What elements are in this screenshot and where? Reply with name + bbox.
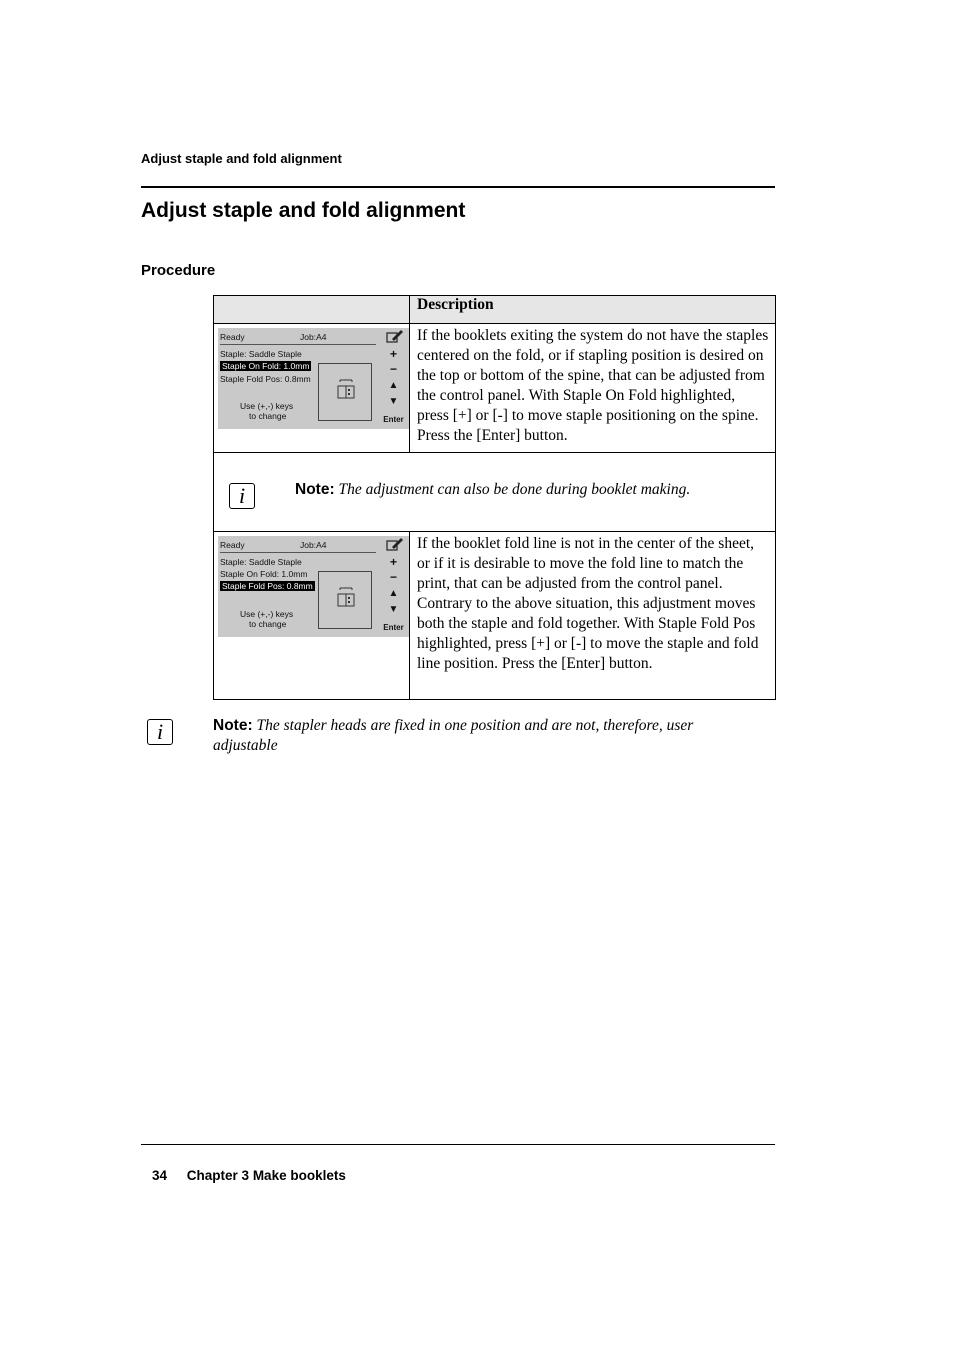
- up-arrow-icon: ▲: [388, 380, 399, 391]
- note-text: The stapler heads are fixed in one position and are not, therefore, user adjustable: [213, 717, 694, 754]
- lcd-divider: [220, 344, 376, 345]
- footer: [152, 1168, 346, 1183]
- lcd-hint-2: to change: [249, 411, 287, 421]
- booklet-staple-icon: [319, 572, 373, 630]
- page-number: 34: [152, 1168, 168, 1183]
- pencil-icon: [386, 329, 404, 343]
- chapter-title: Chapter 3 Make booklets: [186, 1168, 346, 1183]
- booklet-diagram: [318, 571, 372, 629]
- table-header-row: [214, 296, 776, 324]
- up-arrow-icon: ▲: [388, 588, 399, 599]
- table-row: [214, 324, 776, 453]
- col-header-description: Description: [410, 296, 776, 324]
- lcd-line-staple-on-fold: Staple On Fold: 1.0mm: [220, 569, 308, 579]
- lcd-status: Ready: [220, 540, 245, 550]
- lcd-hint: Use (+,-) keys: [240, 609, 294, 619]
- running-header: Adjust staple and fold alignment: [141, 151, 342, 166]
- minus-key: −: [389, 362, 397, 376]
- info-icon: i: [229, 483, 255, 509]
- lcd-divider: [220, 552, 376, 553]
- booklet-diagram: [318, 363, 372, 421]
- bottom-note: [213, 716, 753, 756]
- control-panel-screenshot: [218, 328, 409, 429]
- note-label: Note:: [295, 481, 335, 498]
- lcd-hint-2: to change: [249, 619, 287, 629]
- lcd-line-staple-fold-pos: Staple Fold Pos: 0.8mm: [220, 374, 311, 384]
- down-arrow-icon: ▼: [388, 396, 399, 407]
- lcd-status: Ready: [220, 332, 245, 342]
- col-header-image: [214, 296, 410, 324]
- section-title: Procedure: [141, 262, 216, 279]
- enter-key: Enter: [383, 623, 404, 632]
- lcd-cell: [214, 324, 410, 453]
- plus-key: +: [389, 555, 397, 569]
- note-label: Note:: [213, 717, 253, 734]
- info-icon: i: [147, 719, 173, 745]
- note: [295, 481, 690, 499]
- lcd-job: Job:A4: [300, 540, 327, 550]
- enter-key: Enter: [383, 415, 404, 424]
- page-title: Adjust staple and fold alignment: [141, 199, 466, 222]
- plus-key: +: [389, 347, 397, 361]
- header-rule: [141, 186, 775, 188]
- minus-key: −: [389, 570, 397, 584]
- down-arrow-icon: ▼: [388, 604, 399, 615]
- control-panel-screenshot: [218, 536, 409, 637]
- description-cell: If the booklets exiting the system do not have the staples centered on the fold, or if stapling position is desired on the top or bottom of the spine, that can be adjusted from the control panel. With Staple On Fold highlighted, press [+] or [-] to move staple positioning on the spine. Press the [Enter] button.: [410, 324, 776, 453]
- lcd-cell: [214, 532, 410, 700]
- table-row: [214, 532, 776, 700]
- lcd-line-staple: Staple: Saddle Staple: [220, 349, 302, 359]
- note-cell: [214, 453, 776, 532]
- description-cell: If the booklet fold line is not in the center of the sheet, or if it is desirable to move the fold line to match the print, that can be adjusted from the control panel. Contrary to the above situation, this adjustment moves both the staple and fold together. With Staple Fold Pos highlighted, press [+] or [-] to move the staple and fold line position. Press the [Enter] button.: [410, 532, 776, 700]
- lcd-line-staple-on-fold: Staple On Fold: 1.0mm: [222, 361, 310, 371]
- booklet-staple-icon: [319, 364, 373, 422]
- lcd-keys: [378, 328, 409, 429]
- pencil-icon: [386, 537, 404, 551]
- procedure-table: [213, 295, 776, 700]
- lcd-line-staple-fold-pos: Staple Fold Pos: 0.8mm: [222, 581, 313, 591]
- lcd-job: Job:A4: [300, 332, 327, 342]
- footer-rule: [141, 1144, 775, 1145]
- lcd-line-staple: Staple: Saddle Staple: [220, 557, 302, 567]
- table-note-row: [214, 453, 776, 532]
- note-text: The adjustment can also be done during booklet making.: [338, 481, 691, 498]
- lcd-keys: [378, 536, 409, 637]
- lcd-hint: Use (+,-) keys: [240, 401, 294, 411]
